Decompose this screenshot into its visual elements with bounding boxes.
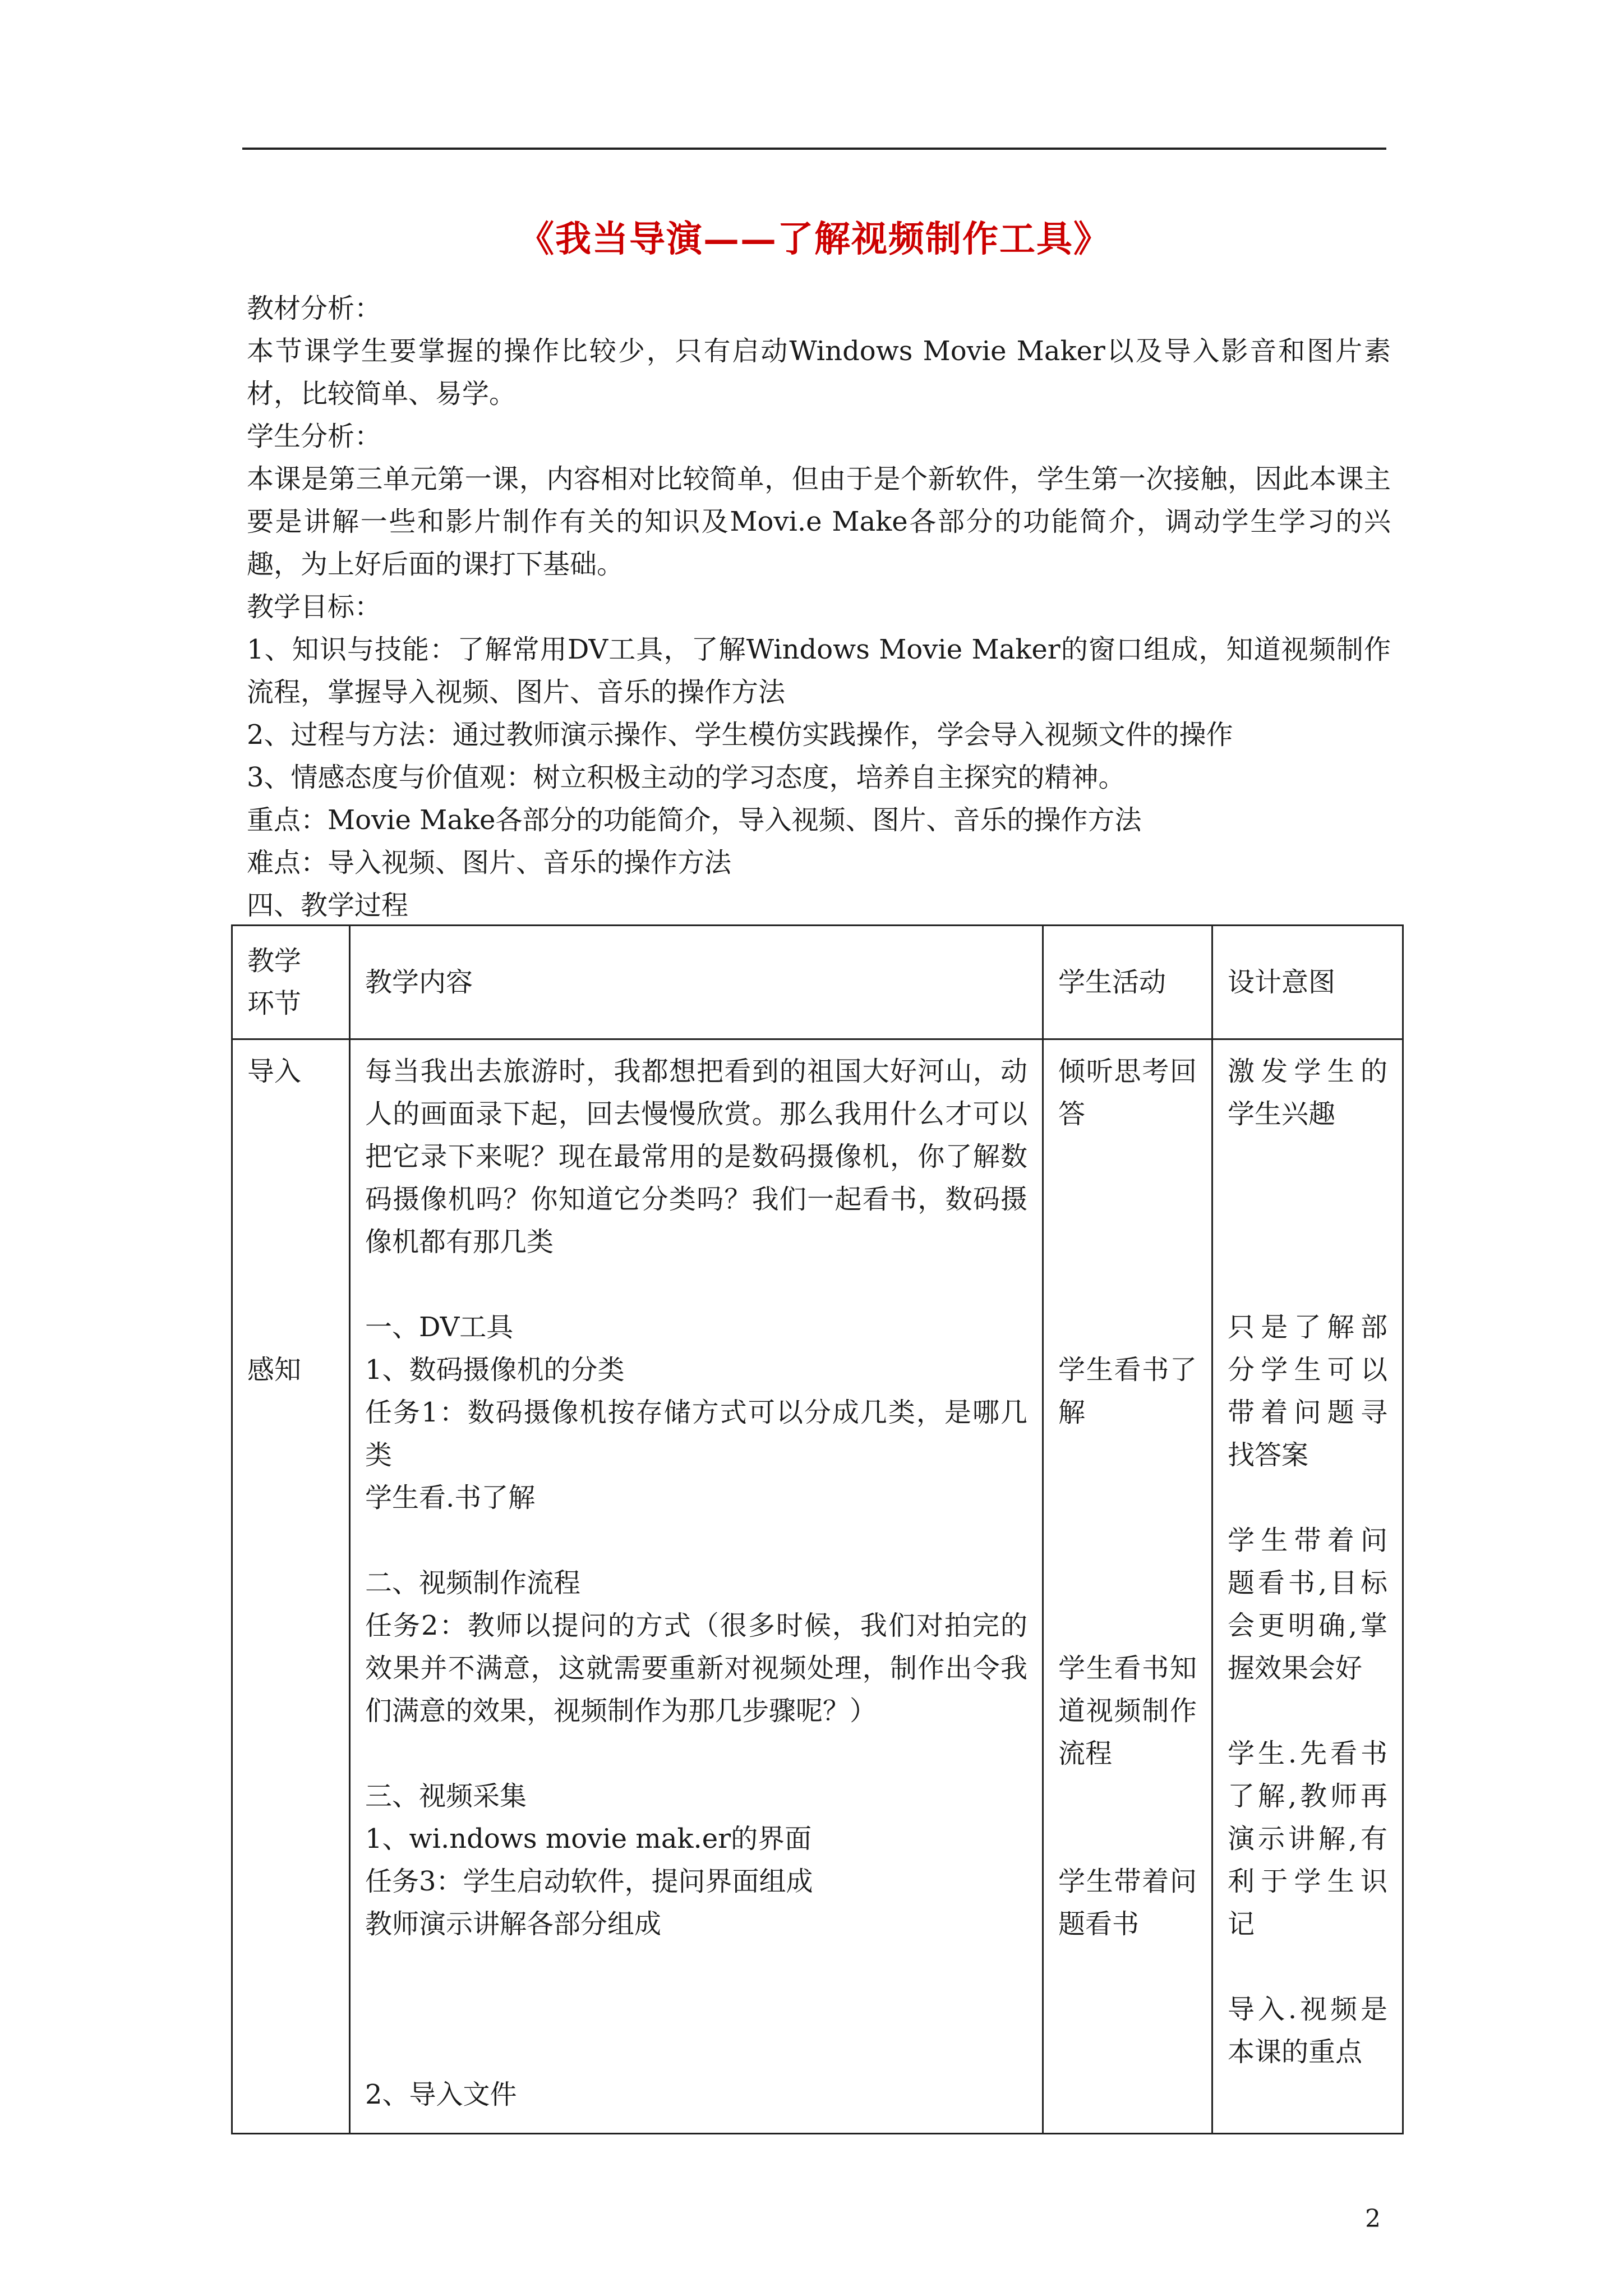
- intent-cell: [1212, 1039, 1403, 2134]
- intent-text: 导入.视频是本课的重点: [1228, 1994, 1387, 2068]
- activity-text: 学生带着问题看书: [1058, 1866, 1197, 1940]
- table-header-row: [232, 926, 1403, 1039]
- intro-line: 2、过程与方法：通过教师演示操作、学生模仿实践操作，学会导入视频文件的操作: [247, 719, 1233, 751]
- content-text: 二、视频制作流程: [365, 1567, 581, 1599]
- intro-line: 四、教学过程: [247, 890, 409, 921]
- header-cell: 教学内容: [350, 926, 1043, 1039]
- intro-line: 难点：导入视频、图片、音乐的操作方法: [247, 847, 732, 878]
- content-text: 任务2：教师以提问的方式（很多时候，我们对拍完的效果并不满意，这就需要重新对视频处理，制作出令我们满意的效果，视频制作为那几步骤呢？）: [365, 1610, 1027, 1727]
- activity-text: 学生看书了解: [1058, 1354, 1197, 1428]
- header-cell: 设计意图: [1212, 926, 1403, 1039]
- intro-line: 教材分析：: [247, 293, 382, 324]
- intro-line: 本节课学生要掌握的操作比较少，只有启动Windows Movie Maker以及导入影音和图片素材，比较简单、易学。: [247, 335, 1391, 409]
- content-cell: [350, 1039, 1043, 2134]
- content-text: 1、数码摄像机的分类: [365, 1354, 625, 1386]
- content-text: 2、导入文件: [365, 2079, 517, 2110]
- intro-line: 教学目标：: [247, 591, 382, 623]
- lesson-table: [231, 924, 1404, 2134]
- intent-text: 激发学生的学生兴趣: [1228, 1056, 1387, 1130]
- content-text: 任务1：数码摄像机按存储方式可以分成几类，是哪几类: [365, 1397, 1027, 1471]
- intent-text: 学生.先看书了解,教师再演示讲解,有利于学生识记: [1228, 1738, 1387, 1940]
- page-number: 2: [1365, 2205, 1381, 2233]
- content-text: 一、DV工具: [365, 1312, 514, 1343]
- content-text: 三、视频采集: [365, 1780, 527, 1812]
- stage-label: 感知: [247, 1354, 302, 1386]
- header-rule: [242, 148, 1386, 150]
- activity-text: 倾听思考回答: [1058, 1056, 1197, 1130]
- intent-text: 学生带着问题看书,目标会更明确,掌握效果会好: [1228, 1525, 1387, 1684]
- intro-line: 重点：Movie Make各部分的功能简介，导入视频、图片、音乐的操作方法: [247, 804, 1142, 836]
- header-cell: 学生活动: [1043, 926, 1212, 1039]
- content-text: 学生看.书了解: [365, 1482, 536, 1513]
- stage-label: 导入: [247, 1056, 302, 1087]
- page-title: 《我当导演——了解视频制作工具》: [518, 218, 1110, 260]
- table-row: [232, 1039, 1403, 2134]
- stage-cell: [232, 1039, 350, 2134]
- intro-line: 本课是第三单元第一课，内容相对比较简单，但由于是个新软件，学生第一次接触，因此本课主要是讲解一些和影片制作有关的知识及Movi.e Make各部分的功能简介，调动学生学习的兴趣，为上好后面的课打下基础。: [247, 463, 1391, 580]
- content-text: 1、wi.ndows movie mak.er的界面: [365, 1823, 812, 1855]
- intro-line: 1、知识与技能：了解常用DV工具，了解Windows Movie Maker的窗口组成，知道视频制作流程，掌握导入视频、图片、音乐的操作方法: [247, 634, 1391, 708]
- intro-section: [247, 287, 1391, 927]
- intent-text: 只是了解部分学生可以带着问题寻找答案: [1228, 1312, 1387, 1471]
- intro-line: 3、情感态度与价值观：树立积极主动的学习态度，培养自主探究的精神。: [247, 762, 1126, 793]
- activity-text: 学生看书知道视频制作流程: [1058, 1653, 1197, 1769]
- content-text: 任务3：学生启动软件，提问界面组成: [365, 1866, 813, 1897]
- activity-cell: [1043, 1039, 1212, 2134]
- content-text: 每当我出去旅游时，我都想把看到的祖国大好河山，动人的画面录下起，回去慢慢欣赏。那么我用什么才可以把它录下来呢？现在最常用的是数码摄像机，你了解数码摄像机吗？你知道它分类吗？我们一起看书，数码摄像机都有那几类: [365, 1056, 1027, 1258]
- intro-line: 学生分析：: [247, 421, 382, 452]
- content-text: 教师演示讲解各部分组成: [365, 1908, 662, 1940]
- header-cell: 教学环节: [232, 926, 350, 1039]
